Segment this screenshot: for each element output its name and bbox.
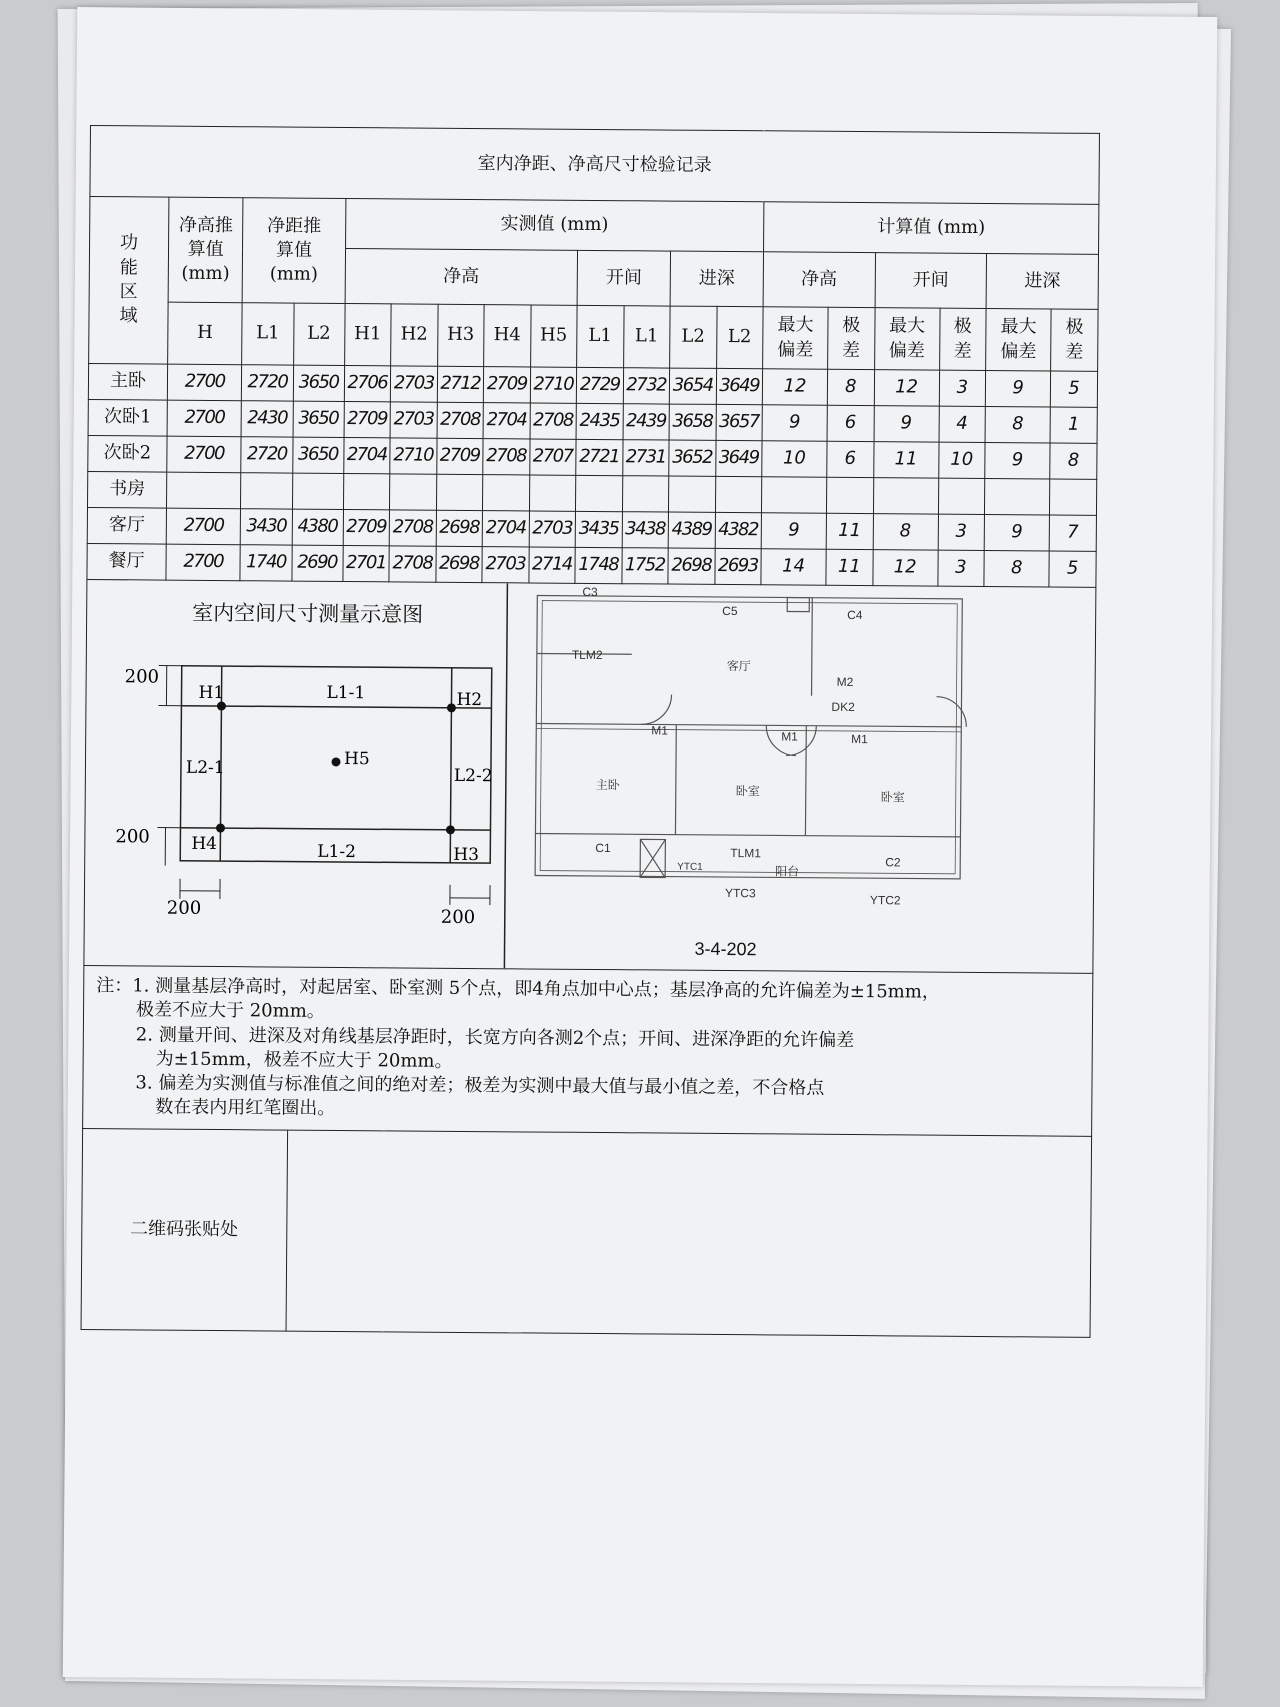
measured-value-cell: 2703 (482, 547, 529, 583)
measured-value-cell: 2698 (668, 548, 715, 584)
range-header (1051, 309, 1098, 371)
plan-label-tlm1: TLM1 (730, 846, 762, 861)
func-area-char: 功 (119, 232, 139, 254)
sub-header: H (168, 302, 243, 365)
calculated-value-cell: 9 (985, 371, 1050, 408)
measured-value-cell (715, 476, 762, 512)
row-area-label: 次卧2 (88, 435, 167, 472)
plan-label-ytc3: YTC3 (724, 886, 756, 901)
plan-label-tlm2: TLM2 (571, 647, 603, 663)
diagram-svg (84, 580, 1097, 973)
measured-value-cell: 2704 (343, 438, 390, 474)
measured-value-cell: 3654 (669, 368, 716, 404)
measured-value-cell: 2710 (530, 367, 577, 403)
measured-value-cell: 2693 (714, 548, 761, 584)
measured-value-cell: 3650 (293, 401, 344, 437)
measured-value-cell: 2700 (166, 544, 241, 581)
dim-200-top: 200 (124, 666, 160, 688)
measured-value-cell (241, 473, 292, 509)
calculated-value-cell: 9 (761, 513, 826, 550)
calculated-value-cell: 1 (1050, 407, 1097, 443)
plan-label-c3: C3 (582, 584, 598, 600)
diagram-divider (504, 583, 507, 968)
calculated-header: 计算值 (mm) (764, 202, 1099, 255)
unit-number: 3-4-202 (694, 938, 757, 960)
measured-value-cell: 2729 (576, 367, 623, 403)
note-1: 1. 测量基层净高时，对起居室、卧室测 5个点，即4角点加中心点；基层净高的允许偏差为±15mm， (132, 975, 940, 1003)
measured-value-cell: 2714 (528, 547, 575, 583)
header-line: (mm) (181, 262, 230, 285)
calculated-value-cell: 6 (827, 441, 874, 477)
measured-value-cell: 2708 (389, 510, 436, 546)
plan-label-dk2: DK2 (831, 699, 855, 715)
plan-wall (805, 726, 806, 836)
plan-label-master: 主卧 (595, 777, 620, 793)
header-line: 净高推 (178, 214, 234, 236)
measured-value-cell (292, 473, 343, 509)
measured-value-cell: 2439 (623, 404, 670, 440)
header-line: 差 (953, 340, 972, 362)
measured-header: 实测值 (mm) (345, 199, 764, 252)
row-area-label: 书房 (87, 471, 166, 508)
sub-header: L2 (293, 303, 345, 365)
calculated-value-cell: 8 (984, 551, 1049, 588)
label-h3: H3 (453, 844, 480, 866)
measured-value-cell (669, 476, 716, 512)
plan-wall (535, 834, 960, 837)
func-area-header (89, 197, 169, 365)
note-2-cont: 为±15mm，极差不应大于 20mm。 (155, 1048, 453, 1072)
inspection-form (79, 125, 1100, 1478)
measured-value-cell (576, 475, 623, 511)
plan-label-living: 客厅 (726, 659, 751, 674)
label-h4: H4 (191, 833, 218, 855)
header-line: 差 (1065, 341, 1084, 363)
dim-200-right: 200 (440, 906, 476, 929)
data-rows (87, 363, 1098, 587)
sub-header: H5 (530, 305, 577, 367)
header-line: 算值 (187, 238, 224, 260)
measured-value-cell: 3652 (669, 440, 716, 476)
measured-value-cell: 2703 (390, 366, 437, 402)
calculated-value-cell: 11 (826, 549, 873, 585)
header-line: 偏差 (888, 339, 925, 362)
measured-value-cell: 2710 (390, 438, 437, 474)
calculated-value-cell: 5 (1049, 551, 1096, 587)
measured-value-cell: 2430 (241, 401, 292, 437)
measured-value-cell (343, 474, 390, 510)
measured-value-cell: 2704 (482, 511, 529, 547)
calculated-value-cell: 6 (827, 405, 874, 441)
measured-value-cell: 2700 (167, 400, 242, 437)
measured-value-cell: 2703 (529, 511, 576, 547)
calculated-value-cell: 9 (985, 443, 1050, 480)
measured-value-cell: 2709 (344, 402, 391, 438)
header-line: 差 (841, 339, 861, 361)
calculated-value-cell: 4 (939, 406, 986, 442)
measured-value-cell: 1748 (575, 547, 622, 583)
plan-label-c4: C4 (847, 607, 863, 623)
measured-value-cell: 3650 (292, 437, 343, 473)
point-h5 (331, 757, 340, 766)
net-distance-design-header (242, 198, 345, 304)
measured-value-cell: 2435 (576, 403, 623, 439)
max-dev-header (763, 307, 829, 370)
notes (83, 965, 1093, 1136)
sub-header: H2 (391, 304, 438, 366)
calculated-value-cell: 9 (874, 406, 939, 443)
measured-value-cell (529, 475, 576, 511)
label-h5: H5 (343, 749, 370, 770)
plan-wall (675, 725, 676, 835)
calculated-value-cell: 10 (938, 442, 985, 478)
calculated-value-cell (1050, 479, 1097, 515)
measured-value-cell: 1740 (240, 545, 291, 581)
sub-header: L2 (716, 306, 763, 368)
measured-value-cell: 2700 (166, 508, 241, 545)
point-h3 (446, 825, 455, 834)
measured-value-cell: 2703 (390, 402, 437, 438)
row-area-label: 主卧 (88, 363, 167, 400)
measured-value-cell: 2708 (483, 439, 530, 475)
row-area-label: 餐厅 (87, 543, 166, 580)
label-l1-1: L1-1 (326, 682, 366, 704)
measured-value-cell: 2720 (241, 437, 292, 473)
qr-code-label: 二维码张贴处 (81, 1128, 287, 1331)
measured-value-cell: 2704 (483, 403, 530, 439)
measured-value-cell: 2732 (623, 368, 670, 404)
measured-value-cell: 3435 (575, 511, 622, 547)
calculated-value-cell: 8 (1050, 443, 1097, 479)
measured-value-cell (390, 474, 437, 510)
calculated-value-cell: 8 (827, 369, 874, 405)
sub-header: L1 (242, 303, 294, 365)
point-h2 (447, 703, 456, 712)
calculated-value-cell: 3 (939, 370, 986, 406)
note-2: 2. 测量开间、进深及对角线基层净距时，长宽方向各测2个点；开间、进深净距的允许偏差 (135, 1023, 855, 1051)
plan-label-c5: C5 (722, 603, 738, 619)
measured-value-cell: 3657 (716, 404, 763, 440)
measured-value-cell: 2721 (576, 439, 623, 475)
calculated-value-cell (873, 478, 938, 515)
measured-value-cell: 4389 (668, 512, 715, 548)
calculated-value-cell (827, 477, 874, 513)
offset-line-top (181, 706, 491, 708)
measured-value-cell (483, 475, 530, 511)
measured-bay-header: 开间 (577, 250, 670, 306)
sub-header: L1 (577, 305, 624, 367)
sub-header: L1 (623, 306, 670, 368)
measured-value-cell: 2701 (343, 545, 390, 581)
header-line: 最大 (888, 315, 926, 337)
calculated-value-cell: 12 (762, 369, 827, 406)
door-swing (641, 694, 671, 724)
range-header (939, 308, 986, 370)
calculated-value-cell: 10 (762, 441, 827, 478)
net-height-design-header (168, 197, 243, 303)
dim-200-bottom: 200 (115, 826, 150, 848)
label-h1: H1 (198, 682, 225, 704)
header-line: 极 (953, 315, 972, 338)
calculated-value-cell (938, 478, 985, 514)
plan-label-m1-a: M1 (651, 723, 668, 738)
measured-value-cell: 2707 (529, 439, 576, 475)
header-line: 偏差 (1000, 340, 1037, 362)
calculated-value-cell (985, 479, 1050, 516)
header-line: 偏差 (777, 338, 814, 361)
calculated-value-cell: 3 (938, 514, 985, 550)
calculated-value-cell (761, 477, 826, 514)
range-header (828, 307, 875, 369)
plan-label-bedroom-1: 卧室 (735, 784, 760, 799)
label-l2-1: L2-1 (185, 757, 225, 779)
measured-value-cell: 2708 (389, 546, 436, 582)
measured-value-cell: 2709 (436, 438, 483, 474)
func-area-char: 区 (119, 281, 138, 303)
measured-value-cell: 2700 (167, 364, 242, 401)
sub-header: L2 (670, 306, 717, 368)
row-area-label: 客厅 (87, 507, 166, 544)
label-l1-2: L1-2 (317, 841, 357, 863)
measured-value-cell: 2708 (437, 402, 484, 438)
max-dev-header (874, 308, 940, 371)
plan-label-m1-c: M1 (851, 731, 868, 747)
plan-label-m2: M2 (836, 674, 854, 690)
label-h2: H2 (456, 689, 483, 711)
measured-value-cell: 3438 (622, 512, 669, 548)
measured-value-cell (622, 476, 669, 512)
plan-label-balcony: 阳台 (775, 864, 800, 879)
sub-header: H1 (344, 304, 391, 366)
measured-value-cell: 3650 (293, 365, 344, 401)
plan-label-bedroom-2: 卧室 (880, 790, 905, 805)
measured-value-cell: 4382 (715, 512, 762, 548)
plan-wall (812, 598, 813, 696)
measured-net-height-header: 净高 (345, 249, 578, 306)
calculated-value-cell: 8 (985, 407, 1050, 444)
header-line: 净距推 (267, 214, 322, 237)
header-line: 极 (842, 315, 861, 337)
measurement-schematic (115, 665, 494, 928)
sub-header: H4 (484, 305, 531, 367)
measured-value-cell: 2708 (530, 403, 577, 439)
header-line: (mm) (269, 263, 319, 285)
notes-prefix: 注： (96, 975, 133, 997)
measured-value-cell: 4380 (292, 509, 343, 545)
plan-wall (536, 724, 961, 727)
measured-value-cell: 2709 (343, 509, 390, 545)
diagram-title: 室内空间尺寸测量示意图 (192, 600, 424, 627)
func-area-char: 能 (119, 256, 138, 279)
note-3: 3. 偏差为实测值与标准值之间的绝对差；极差为实测中最大值与最小值之差，不合格点 (135, 1072, 825, 1099)
func-area-char: 域 (119, 305, 138, 327)
calculated-value-cell: 12 (872, 550, 937, 587)
measured-value-cell: 2690 (291, 545, 342, 581)
row-area-label: 次卧1 (88, 399, 167, 436)
measured-value-cell: 2698 (436, 546, 483, 582)
measured-value-cell: 3649 (716, 368, 763, 404)
measured-depth-header: 进深 (670, 251, 763, 307)
note-1-cont: 极差不应大于 20mm。 (135, 999, 325, 1023)
record-table (81, 125, 1100, 1338)
header-line: 最大 (777, 314, 814, 336)
floor-plan-labels (570, 585, 907, 908)
sub-header: H3 (437, 304, 484, 366)
measured-value-cell (167, 472, 242, 509)
calculated-value-cell: 11 (873, 442, 938, 479)
measured-value-cell: 2698 (436, 510, 483, 546)
qr-code-area (286, 1130, 1092, 1337)
calc-bay-header: 开间 (875, 253, 987, 309)
measured-value-cell: 3430 (241, 509, 292, 545)
measured-value-cell (436, 474, 483, 510)
diagram-area (84, 579, 1096, 973)
measured-value-cell: 3658 (669, 404, 716, 440)
shaft-box (787, 597, 809, 611)
calc-depth-header: 进深 (986, 254, 1098, 310)
point-h4 (216, 824, 225, 833)
measured-value-cell: 2706 (344, 366, 391, 402)
plan-label-ytc2: YTC2 (869, 893, 901, 908)
calc-net-height-header: 净高 (763, 252, 875, 308)
measured-value-cell: 3649 (715, 440, 762, 476)
calculated-value-cell: 12 (874, 370, 939, 407)
max-dev-header (986, 309, 1052, 372)
plan-label-c1: C1 (595, 840, 611, 856)
floor-plan (535, 596, 967, 880)
dim-200-left: 200 (166, 897, 202, 919)
calculated-value-cell: 3 (938, 550, 985, 586)
plan-wall (536, 729, 961, 732)
plan-inner-wall (540, 601, 957, 874)
label-l2-2: L2-2 (453, 765, 493, 787)
plan-label-m1-b: M1 (781, 729, 798, 744)
measured-value-cell: 2731 (622, 440, 669, 476)
calculated-value-cell: 5 (1051, 371, 1098, 407)
calculated-value-cell: 9 (984, 515, 1049, 552)
header-line: 极 (1065, 316, 1084, 339)
calculated-value-cell: 7 (1049, 515, 1096, 551)
measured-value-cell: 1752 (621, 548, 668, 584)
measured-value-cell: 2712 (437, 366, 484, 402)
plan-label-ytc1: YTC1 (677, 861, 703, 873)
plan-label-c2: C2 (885, 855, 901, 870)
calculated-value-cell: 14 (761, 549, 826, 586)
form-title: 室内净距、净高尺寸检验记录 (90, 126, 1100, 205)
measured-value-cell: 2720 (242, 365, 293, 401)
measured-value-cell: 2709 (483, 367, 530, 403)
note-3-cont: 数在表内用红笔圈出。 (155, 1097, 336, 1120)
calculated-value-cell: 9 (762, 405, 827, 442)
calculated-value-cell: 11 (826, 513, 873, 549)
offset-line-bottom (180, 828, 490, 830)
measured-value-cell: 2700 (167, 436, 242, 473)
header-line: 算值 (275, 239, 313, 261)
header-line: 最大 (1000, 316, 1037, 338)
calculated-value-cell: 8 (873, 514, 938, 551)
